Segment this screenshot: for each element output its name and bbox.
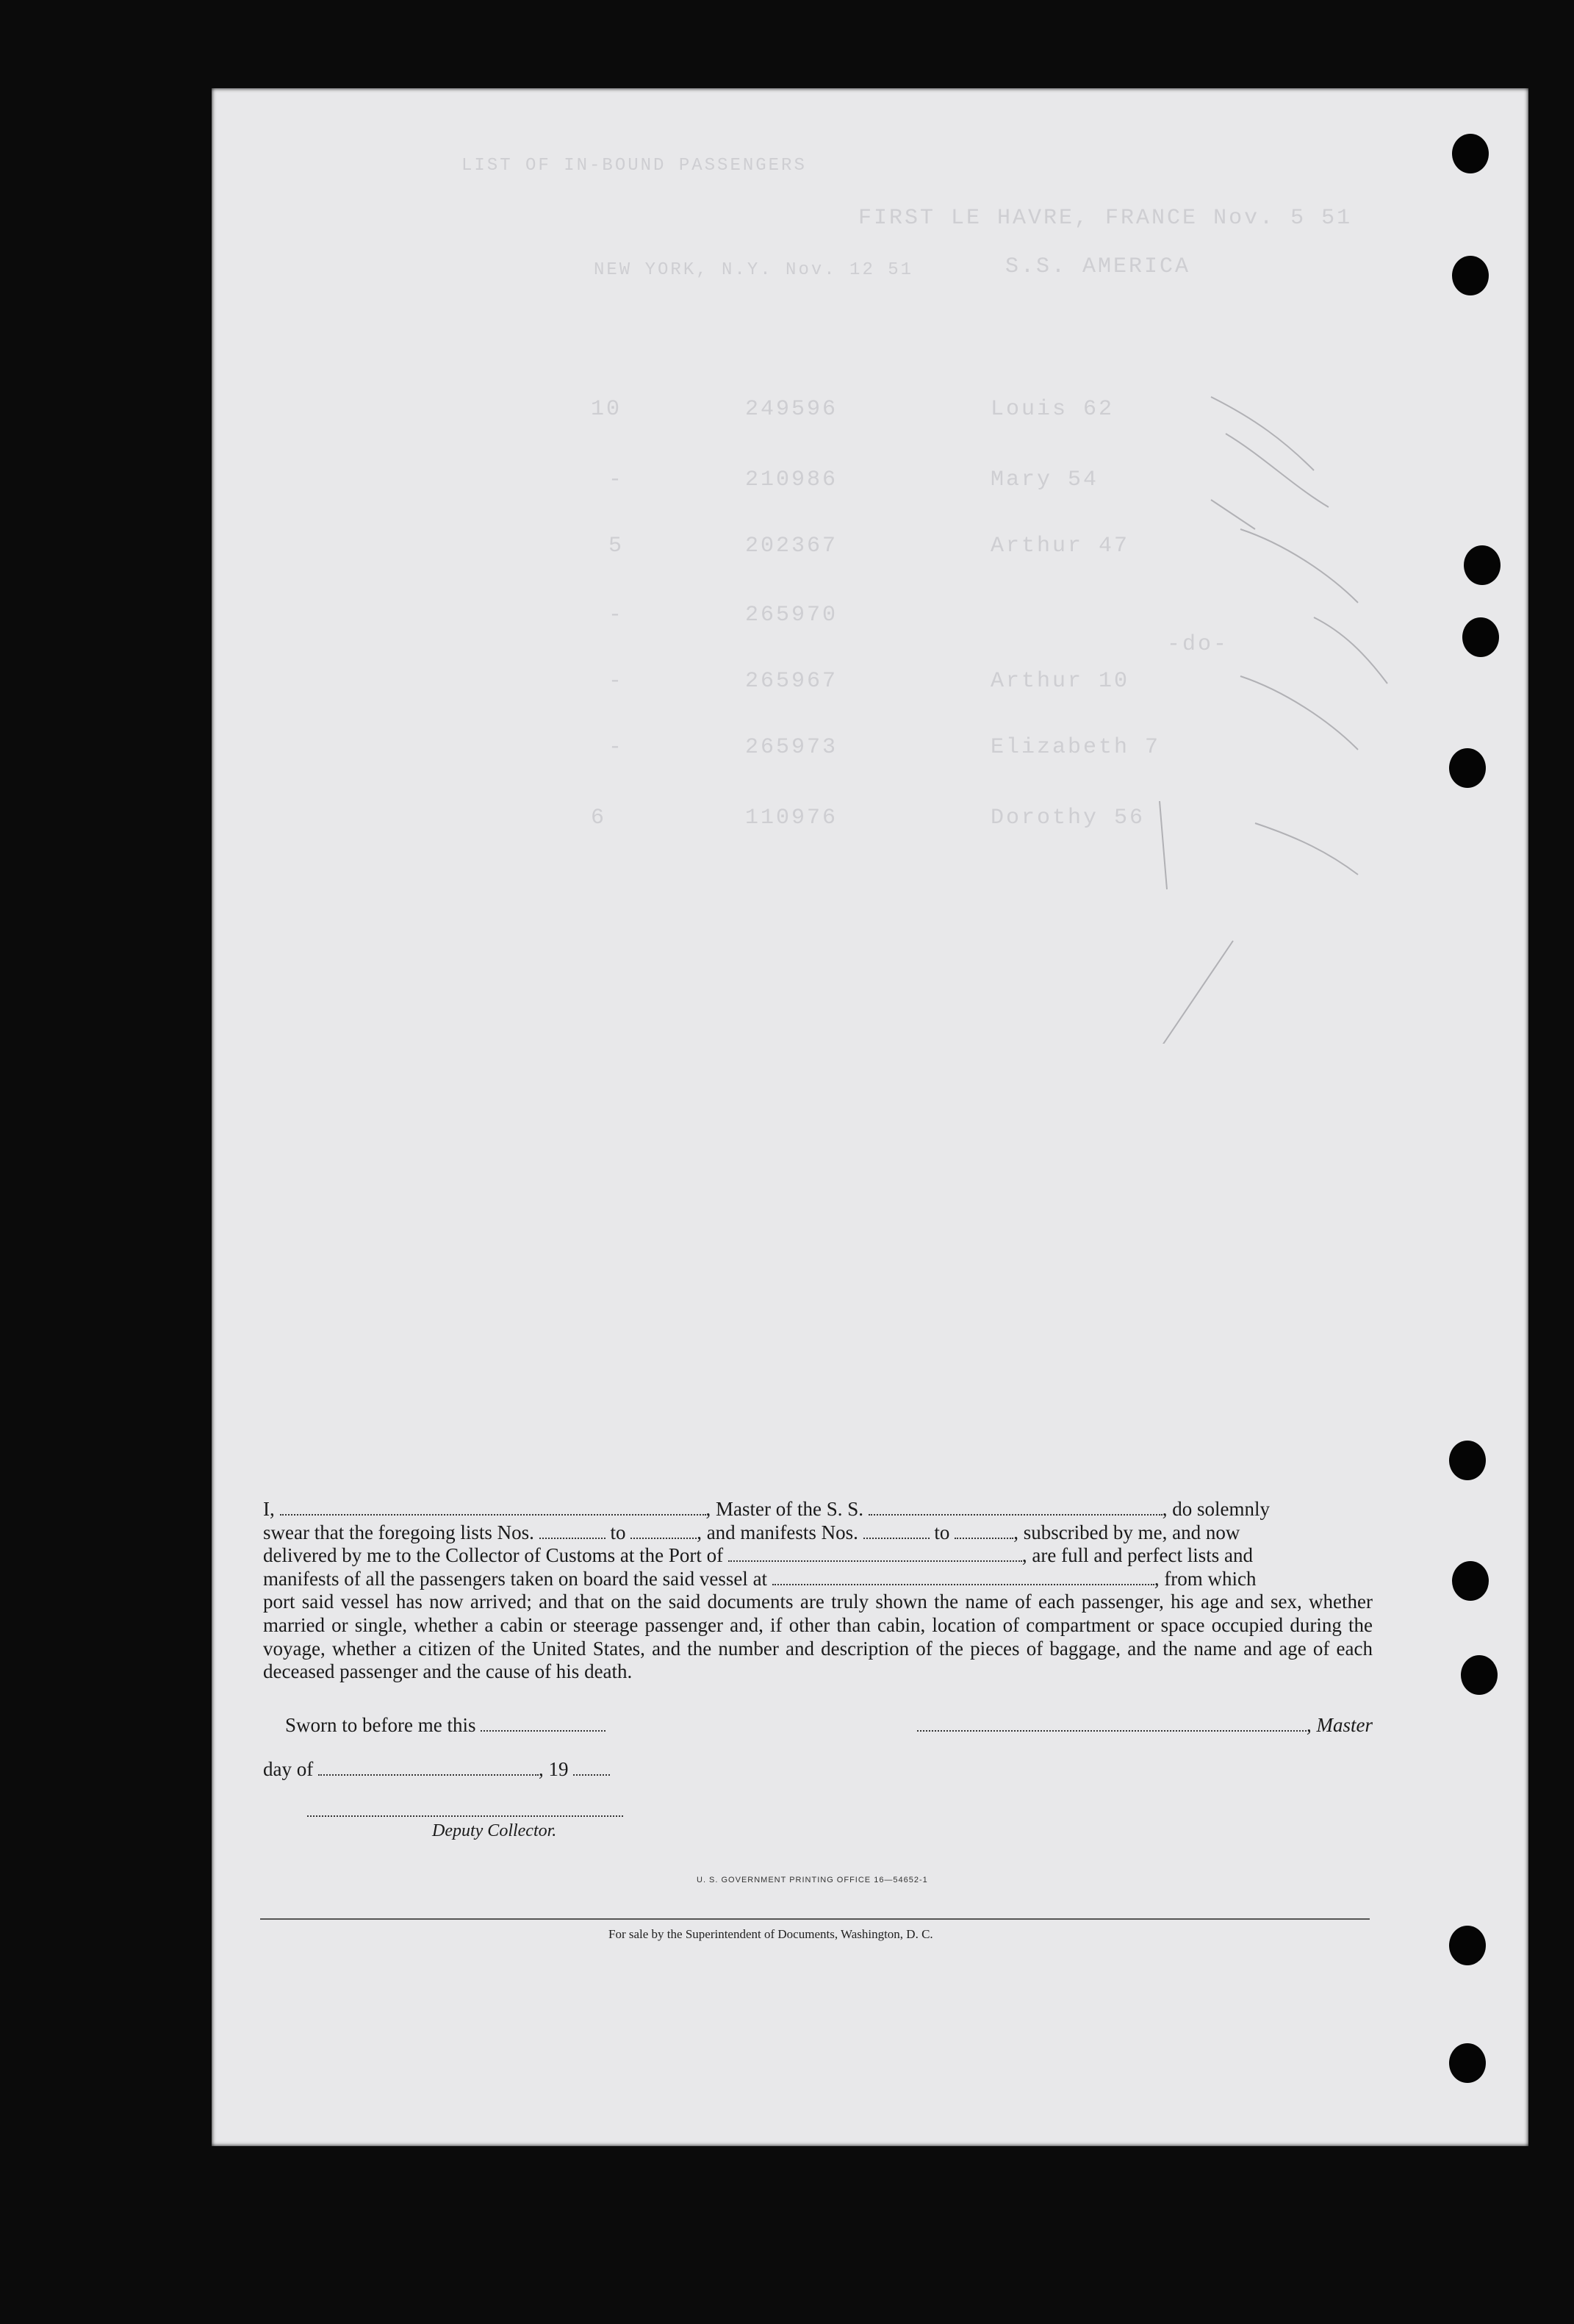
oath-line2-b: to	[610, 1521, 626, 1543]
punch-hole	[1452, 1561, 1489, 1601]
bleed-entry-code: 110976	[745, 806, 838, 831]
year-label: , 19	[538, 1758, 569, 1780]
blank-manifest-from[interactable]	[863, 1523, 930, 1539]
oath-line-1	[263, 1498, 1373, 1521]
oath-line4-a: manifests of all the passengers taken on board the said vessel at	[263, 1567, 768, 1590]
oath-body: port said vessel has now arrived; and that on the said documents are truly shown the name of each passenger, his age and sex, whether married or single, whether a cabin or steerage passenger and, if other than cabin, location of compartment or space occupied during the voyage, whether a citizen of the United States, and the number and description of the pieces of baggage, and the name and age of each deceased passenger and the cause of his death.	[263, 1590, 1373, 1683]
bleed-header-ship: S.S. AMERICA	[1005, 254, 1191, 279]
blank-departure-port[interactable]	[772, 1569, 1154, 1585]
oath-line4-b: , from which	[1154, 1567, 1257, 1590]
bleed-entry-count: 10	[591, 397, 622, 422]
oath-line-4	[263, 1568, 1373, 1591]
deputy-signature-line[interactable]	[307, 1815, 623, 1817]
bleed-entry-count: 6	[591, 806, 607, 831]
bleed-entry-name: Arthur 47	[991, 534, 1130, 559]
bleed-entry-name: Arthur 10	[991, 669, 1130, 694]
punch-hole	[1461, 1655, 1498, 1695]
bleed-entry-name: Dorothy 56	[991, 806, 1146, 831]
punch-hole	[1449, 1441, 1486, 1480]
bleed-entry-count: -	[608, 735, 625, 760]
bleed-entry-code: 202367	[745, 534, 838, 559]
day-label: day of	[263, 1758, 314, 1780]
oath-line1-a: I,	[263, 1498, 275, 1520]
blank-master-signature[interactable]	[917, 1715, 1307, 1732]
pencil-marks	[212, 88, 1528, 1044]
oath-line-3	[263, 1544, 1373, 1568]
printing-office-imprint: U. S. GOVERNMENT PRINTING OFFICE 16—54652-1	[697, 1876, 928, 1884]
punch-hole	[1449, 2043, 1486, 2083]
oath-line2-d: to	[934, 1521, 950, 1543]
blank-sworn-day[interactable]	[481, 1715, 605, 1732]
oath-line1-b: , Master of the S. S.	[705, 1498, 863, 1520]
oath-line3-b: , are full and perfect lists and	[1021, 1544, 1254, 1567]
oath-line-2	[263, 1521, 1373, 1545]
oath-line2-a: swear that the foregoing lists Nos.	[263, 1521, 534, 1543]
oath-text	[263, 1498, 1373, 1684]
bleed-entry-count: -	[608, 669, 625, 694]
blank-manifest-to[interactable]	[955, 1523, 1013, 1539]
blank-ship-name[interactable]	[869, 1499, 1162, 1516]
bleed-entry-code: 265970	[745, 603, 838, 628]
oath-line1-c: , do solemnly	[1162, 1498, 1270, 1520]
day-row	[263, 1758, 1373, 1781]
footer-rule	[260, 1918, 1370, 1920]
bleed-header-title: LIST OF IN-BOUND PASSENGERS	[461, 156, 807, 176]
blank-day-month[interactable]	[318, 1760, 539, 1776]
bleed-entry-name: Mary 54	[991, 467, 1099, 492]
bleed-entry-name: Elizabeth 7	[991, 735, 1161, 760]
blank-year[interactable]	[573, 1760, 610, 1776]
sworn-label: Sworn to before me this	[285, 1714, 476, 1736]
bleed-entry-name: -do-	[1167, 632, 1229, 657]
oath-line2-e: , subscribed by me, and now	[1013, 1521, 1240, 1543]
bleed-entry-count: 5	[608, 534, 625, 559]
bleed-entry-code: 210986	[745, 467, 838, 492]
sworn-row	[263, 1714, 1373, 1737]
blank-master-name[interactable]	[280, 1499, 706, 1516]
bleed-entry-count: -	[608, 603, 625, 628]
blank-list-to[interactable]	[630, 1523, 697, 1539]
oath-line3-a: delivered by me to the Collector of Customs at the Port of	[263, 1544, 724, 1567]
oath-line2-c: , and manifests Nos.	[697, 1521, 858, 1543]
for-sale-notice: For sale by the Superintendent of Documents, Washington, D. C.	[608, 1927, 933, 1941]
bleed-entry-name: Louis 62	[991, 397, 1115, 422]
punch-hole	[1449, 1926, 1486, 1965]
bleed-header-arrival: NEW YORK, N.Y. Nov. 12 51	[594, 260, 914, 280]
bleed-entry-code: 265967	[745, 669, 838, 694]
manifest-page	[212, 88, 1528, 2146]
bleed-entry-code: 265973	[745, 735, 838, 760]
bleed-header-port: FIRST LE HAVRE, FRANCE Nov. 5 51	[858, 206, 1353, 231]
blank-port[interactable]	[728, 1546, 1022, 1562]
bleed-entry-code: 249596	[745, 397, 838, 422]
blank-list-from[interactable]	[539, 1523, 605, 1539]
bleed-entry-count: -	[608, 467, 625, 492]
master-label: , Master	[1307, 1714, 1373, 1736]
deputy-collector-label: Deputy Collector.	[432, 1821, 557, 1840]
